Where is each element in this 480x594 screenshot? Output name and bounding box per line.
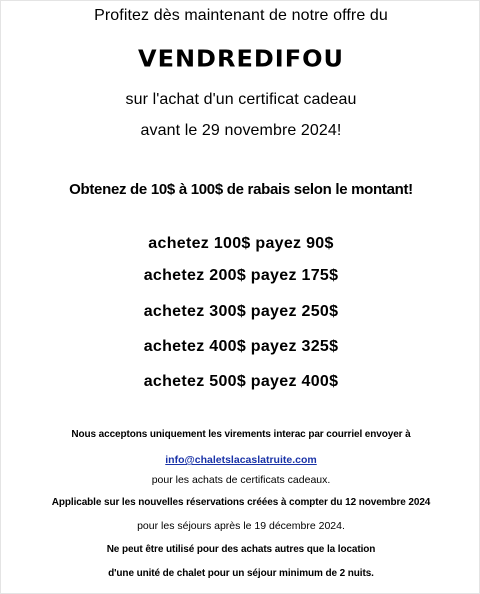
- stays-note: pour les séjours après le 19 décembre 2024.: [137, 520, 345, 532]
- deal-item-500: achetez 500$ payez 400$: [143, 373, 339, 390]
- purpose-note: pour les achats de certificats cadeaux.: [151, 474, 331, 486]
- email-link[interactable]: info@chaletslacaslatruite.com: [165, 454, 317, 466]
- deal-item-100: achetez 100$ payez 90$: [148, 235, 334, 252]
- deal-item-200: achetez 200$ payez 175$: [143, 267, 339, 284]
- deal-item-400: achetez 400$ payez 325$: [143, 338, 339, 355]
- applicable-note: Applicable sur les nouvelles réservations créées à compter du 12 novembre 2024: [51, 497, 431, 508]
- deal-item-300: achetez 300$ payez 250$: [143, 303, 339, 320]
- restriction-note-2: d'une unité de chalet pour un séjour minimum de 2 nuits.: [108, 568, 374, 579]
- brand-title: VENDREDIFOU: [138, 45, 344, 73]
- offer-subject: sur l'achat d'un certificat cadeau: [125, 91, 357, 108]
- email-row: [1, 450, 480, 468]
- restriction-note-1: Ne peut être utilisé pour des achats autres que la location: [106, 544, 376, 555]
- offer-intro: Profitez dès maintenant de notre offre du: [94, 7, 388, 24]
- payment-note: Nous acceptons uniquement les virements interac par courriel envoyer à: [71, 429, 411, 440]
- discount-headline: Obtenez de 10$ à 100$ de rabais selon le montant!: [69, 181, 413, 198]
- offer-deadline: avant le 29 novembre 2024!: [140, 122, 342, 139]
